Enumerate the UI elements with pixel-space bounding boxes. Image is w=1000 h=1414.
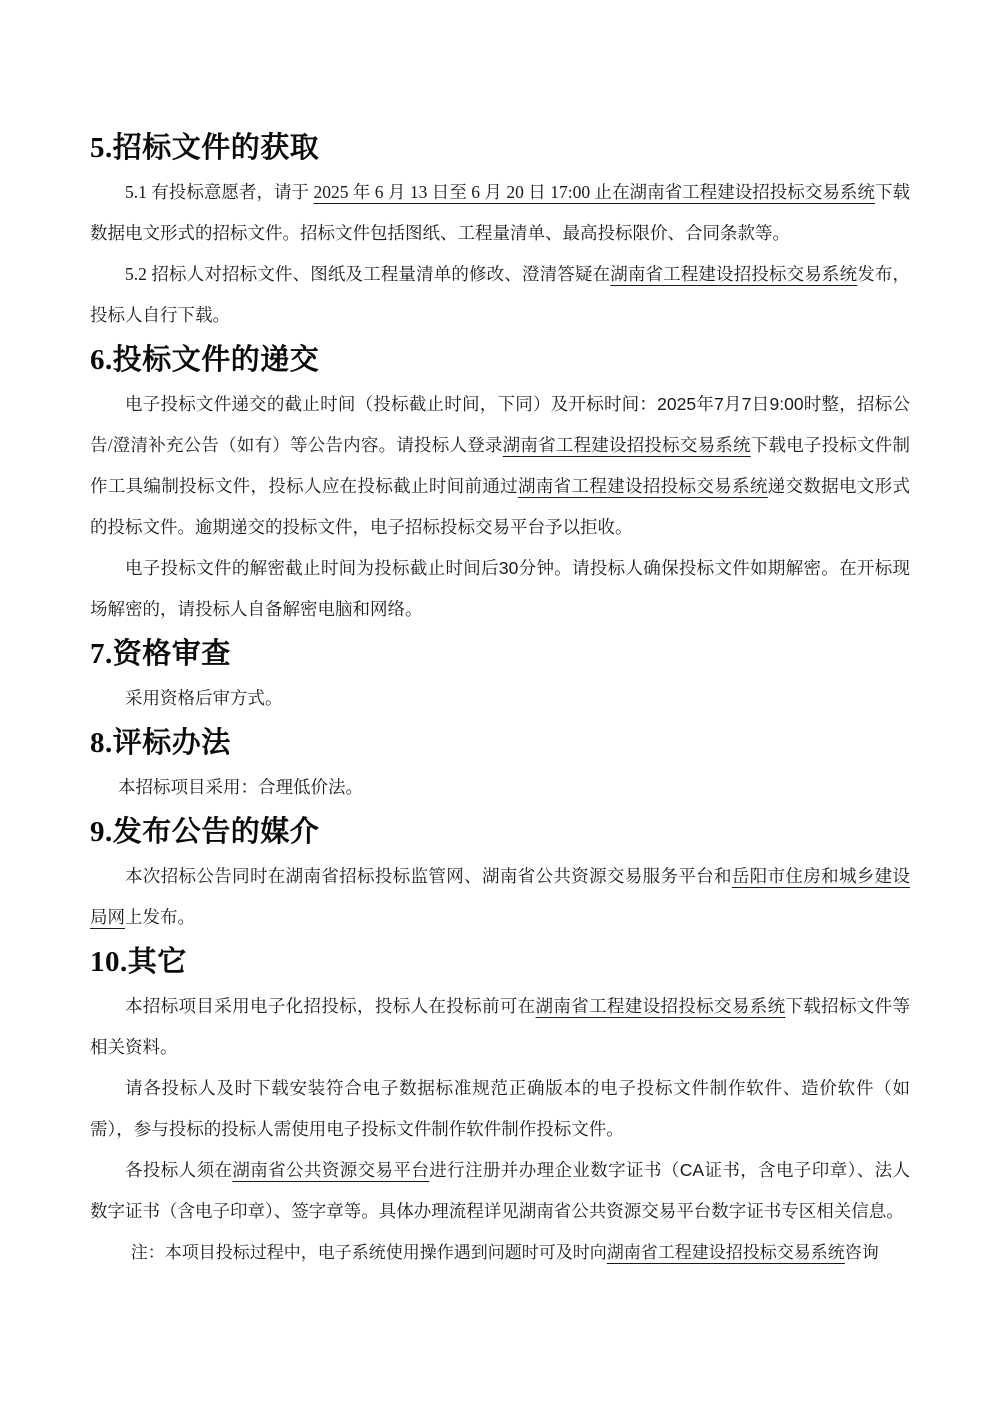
- paragraph: [90, 986, 910, 1068]
- paragraph: [90, 767, 910, 808]
- underlined-run: 湖南省工程建设招投标交易系统: [610, 264, 858, 284]
- underlined-run: 湖南省工程建设招投标交易系统: [535, 996, 786, 1016]
- text-run: 30: [498, 558, 519, 578]
- section-heading: [90, 723, 910, 763]
- section-heading: [90, 812, 910, 852]
- underlined-run: 湖南省公共资源交易平台: [232, 1160, 430, 1180]
- text-run: 分钟。请投标人确保投标文件如期解密。在开标现场解密的，请投标人自备解密电脑和网络。: [90, 558, 911, 619]
- section-title: 资格审查: [112, 638, 231, 670]
- text-run: 采用资格后审方式。: [125, 688, 283, 708]
- text-run: 下载电子投标文件制作工具编制投标文件，投标人应在投标截止时间前通过: [90, 435, 911, 496]
- text-run: 各投标人须在: [125, 1160, 233, 1180]
- text-run: 下载招标文件等相关资料。: [90, 996, 911, 1057]
- text-run: 电子投标文件递交的截止时间（投标截止时间，下同）及开标时间：: [125, 394, 658, 414]
- section-title: 其它: [127, 946, 187, 978]
- text-run: 5.2 招标人对招标文件、图纸及工程量清单的修改、澄清答疑在: [125, 264, 611, 284]
- section-title: 发布公告的媒介: [112, 816, 320, 848]
- text-run: 时整，招标公告/澄清补充公告（如有）等公告内容。请投标人登录: [90, 394, 910, 455]
- text-run: 电子投标文件的解密截止时间为投标截止时间后: [125, 558, 499, 578]
- text-run: CA: [679, 1160, 705, 1180]
- note-paragraph: [90, 1232, 910, 1273]
- text-run: 上发布。: [125, 907, 195, 927]
- section-number: 6.: [90, 344, 113, 376]
- section-number: 7.: [90, 638, 113, 670]
- section-heading: [90, 128, 910, 168]
- paragraph: [90, 172, 910, 254]
- paragraph: [90, 1150, 910, 1232]
- text-run: 咨询: [844, 1243, 879, 1262]
- text-run: 2025年7月7日9:00: [657, 394, 804, 414]
- text-run: 本次招标公告同时在湖南省招标投标监管网、湖南省公共资源交易服务平台和: [125, 866, 732, 886]
- text-run: 本招标项目采用：合理低价法。: [118, 777, 363, 797]
- section-heading: [90, 340, 910, 380]
- underlined-run: 湖南省工程建设招投标交易系统: [518, 476, 768, 496]
- text-run: 请各投标人及时下载安装符合电子数据标准规范正确版本的电子投标文件制作软件、造价软件（如需），参与投标的投标人需使用电子投标文件制作软件制作投标文件。: [90, 1078, 910, 1139]
- section-title: 投标文件的递交: [112, 344, 320, 376]
- underlined-run: 岳阳市住房和城乡建设局网: [90, 866, 910, 927]
- section-heading: [90, 942, 910, 982]
- underlined-run: 2025 年 6 月 13 日至 6 月 20 日 17:00 止在湖南省工程建设招投标交易系统: [313, 182, 875, 202]
- text-run: 下载数据电文形式的招标文件。招标文件包括图纸、工程量清单、最高投标限价、合同条款等。: [90, 182, 910, 243]
- document-body: [90, 128, 910, 1273]
- paragraph: [90, 678, 910, 719]
- section-number: 5.: [90, 132, 113, 164]
- text-run: 递交数据电文形式的投标文件。逾期递交的投标文件，电子招标投标交易平台予以拒收。: [90, 476, 911, 537]
- paragraph: [90, 1068, 910, 1150]
- section-number: 9.: [90, 816, 113, 848]
- paragraph: [90, 856, 910, 938]
- text-run: 进行注册并办理企业数字证书（: [429, 1160, 680, 1180]
- paragraph: [90, 384, 910, 548]
- text-run: 发布，投标人自行下载。: [90, 264, 911, 325]
- underlined-run: 湖南省工程建设招投标交易系统: [606, 1243, 845, 1262]
- paragraph: [90, 548, 910, 630]
- paragraph: [90, 254, 910, 336]
- section-number: 10.: [90, 946, 128, 978]
- section-number: 8.: [90, 727, 113, 759]
- section-heading: [90, 634, 910, 674]
- text-run: 注：本项目投标过程中，电子系统使用操作遇到问题时可及时向: [130, 1243, 607, 1262]
- section-title: 招标文件的获取: [112, 132, 320, 164]
- text-run: 证书，含电子印章）、法人数字证书（含电子印章）、签字章等。具体办理流程详见湖南省公共资源交易平台数字证书专区相关信息。: [90, 1160, 911, 1221]
- section-title: 评标办法: [112, 727, 231, 759]
- underlined-run: 湖南省工程建设招投标交易系统: [502, 435, 751, 455]
- text-run: 5.1 有投标意愿者，请于: [125, 182, 314, 202]
- text-run: 本招标项目采用电子化招投标，投标人在投标前可在: [125, 996, 536, 1016]
